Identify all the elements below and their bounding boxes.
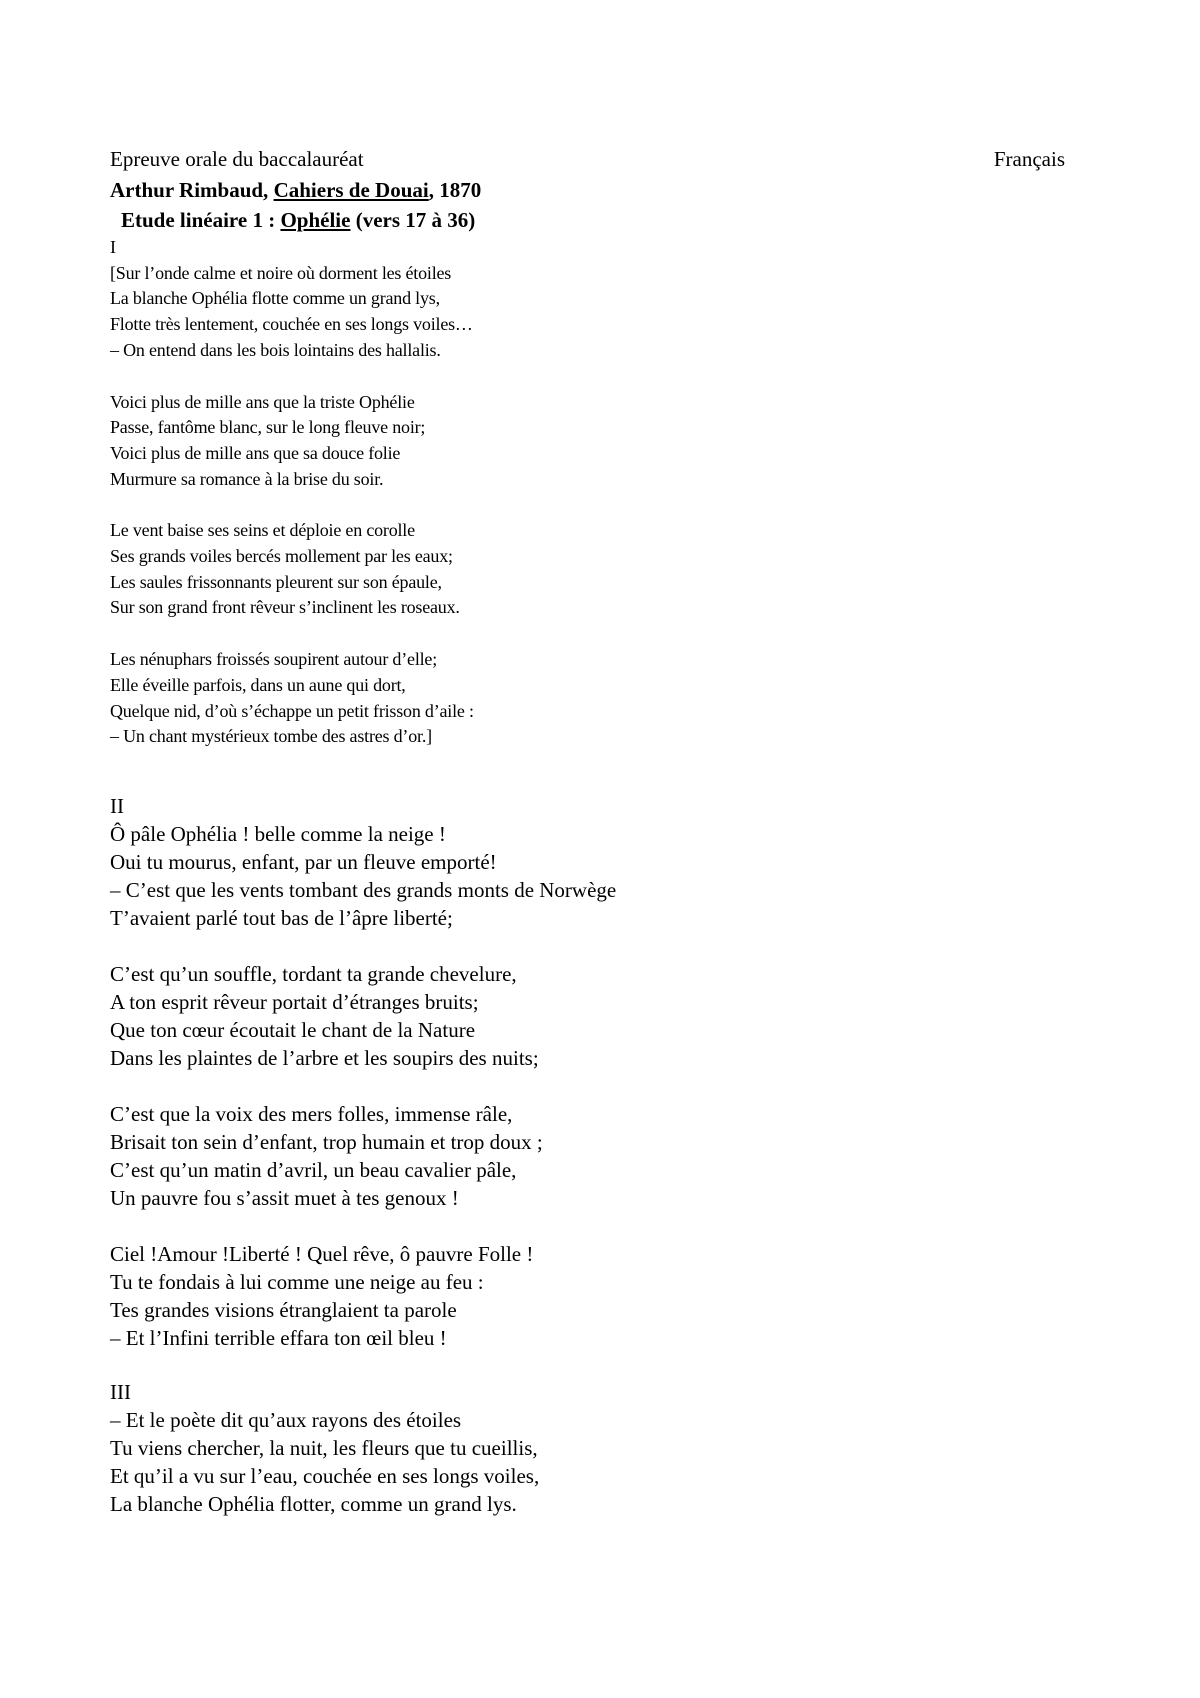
poem-part-2 (110, 792, 1070, 1380)
verse-line: Sur son grand front rêveur s’inclinent les roseaux. (110, 597, 460, 618)
verse-line: Un pauvre fou s’assit muet à tes genoux ! (110, 1186, 459, 1210)
verse-line: C’est qu’un matin d’avril, un beau cavalier pâle, (110, 1158, 517, 1182)
verse-line: Le vent baise ses seins et déploie en corolle (110, 520, 415, 541)
stanza (110, 261, 1070, 364)
poem-part-3 (110, 1378, 1070, 1546)
publication-year: , 1870 (428, 178, 482, 202)
stanza (110, 820, 1070, 932)
verse-line: Tu te fondais à lui comme une neige au feu : (110, 1270, 484, 1294)
verse-line: [Sur l’onde calme et noire où dorment les étoiles (110, 262, 452, 283)
study-label: Etude linéaire 1 : (121, 208, 281, 232)
verse-range: (vers 17 à 36) (350, 208, 476, 232)
stanza (110, 647, 1070, 750)
stanza (110, 518, 1070, 621)
stanza (110, 1240, 1070, 1352)
verse-line: Les nénuphars froissés soupirent autour d’elle; (110, 649, 438, 670)
part-numeral: I (110, 237, 116, 257)
verse-line: Elle éveille parfois, dans un aune qui dort, (110, 674, 406, 695)
verse-line: Quelque nid, d’où s’échappe un petit frisson d’aile : (110, 700, 474, 721)
verse-line: – Un chant mystérieux tombe des astres d’or.] (110, 726, 432, 747)
verse-line: Les saules frissonnants pleurent sur son épaule, (110, 571, 442, 592)
verse-line: Murmure sa romance à la brise du soir. (110, 468, 384, 489)
verse-line: Tu viens chercher, la nuit, les fleurs que tu cueillis, (110, 1436, 538, 1460)
collection-title: Cahiers de Douai (273, 178, 429, 202)
verse-line: – C’est que les vents tombant des grands monts de Norwège (110, 878, 617, 902)
verse-line: T’avaient parlé tout bas de l’âpre liberté; (110, 906, 453, 930)
verse-line: – On entend dans les bois lointains des hallalis. (110, 339, 441, 360)
verse-line: Passe, fantôme blanc, sur le long fleuve noir; (110, 417, 426, 438)
verse-line: C’est qu’un souffle, tordant ta grande chevelure, (110, 962, 517, 986)
verse-line: A ton esprit rêveur portait d’étranges bruits; (110, 990, 479, 1014)
part-numeral: III (110, 1380, 131, 1404)
stanza (110, 1406, 1070, 1518)
verse-line: Oui tu mourus, enfant, par un fleuve emporté! (110, 850, 497, 874)
stanza (110, 960, 1070, 1072)
verse-line: La blanche Ophélia flotter, comme un grand lys. (110, 1492, 517, 1516)
author-name: Arthur Rimbaud, (110, 178, 274, 202)
verse-line: Et qu’il a vu sur l’eau, couchée en ses longs voiles, (110, 1464, 540, 1488)
verse-line: Ses grands voiles bercés mollement par les eaux; (110, 546, 453, 567)
verse-line: Dans les plaintes de l’arbre et les soupirs des nuits; (110, 1046, 539, 1070)
verse-line: Ô pâle Ophélia ! belle comme la neige ! (110, 822, 446, 846)
part-numeral: II (110, 794, 124, 818)
verse-line: Voici plus de mille ans que la triste Ophélie (110, 391, 415, 412)
verse-line: Brisait ton sein d’enfant, trop humain et trop doux ; (110, 1130, 543, 1154)
stanza (110, 390, 1070, 493)
verse-line: Ciel !Amour !Liberté ! Quel rêve, ô pauvre Folle ! (110, 1242, 534, 1266)
study-subtitle (121, 207, 475, 233)
verse-line: – Et le poète dit qu’aux rayons des étoiles (110, 1408, 462, 1432)
document-title (110, 177, 481, 203)
poem-part-1 (110, 235, 1070, 776)
poem-title: Ophélie (280, 208, 351, 232)
stanza (110, 1100, 1070, 1212)
exam-label: Epreuve orale du baccalauréat (110, 147, 364, 171)
verse-line: Que ton cœur écoutait le chant de la Nature (110, 1018, 476, 1042)
page-header (110, 146, 1065, 172)
verse-line: Voici plus de mille ans que sa douce folie (110, 442, 401, 463)
verse-line: – Et l’Infini terrible effara ton œil bleu ! (110, 1326, 447, 1350)
verse-line: Tes grandes visions étranglaient ta parole (110, 1298, 457, 1322)
verse-line: C’est que la voix des mers folles, immense râle, (110, 1102, 513, 1126)
subject-label: Français (993, 147, 1065, 171)
verse-line: Flotte très lentement, couchée en ses longs voiles… (110, 314, 473, 335)
verse-line: La blanche Ophélia flotte comme un grand lys, (110, 288, 440, 309)
